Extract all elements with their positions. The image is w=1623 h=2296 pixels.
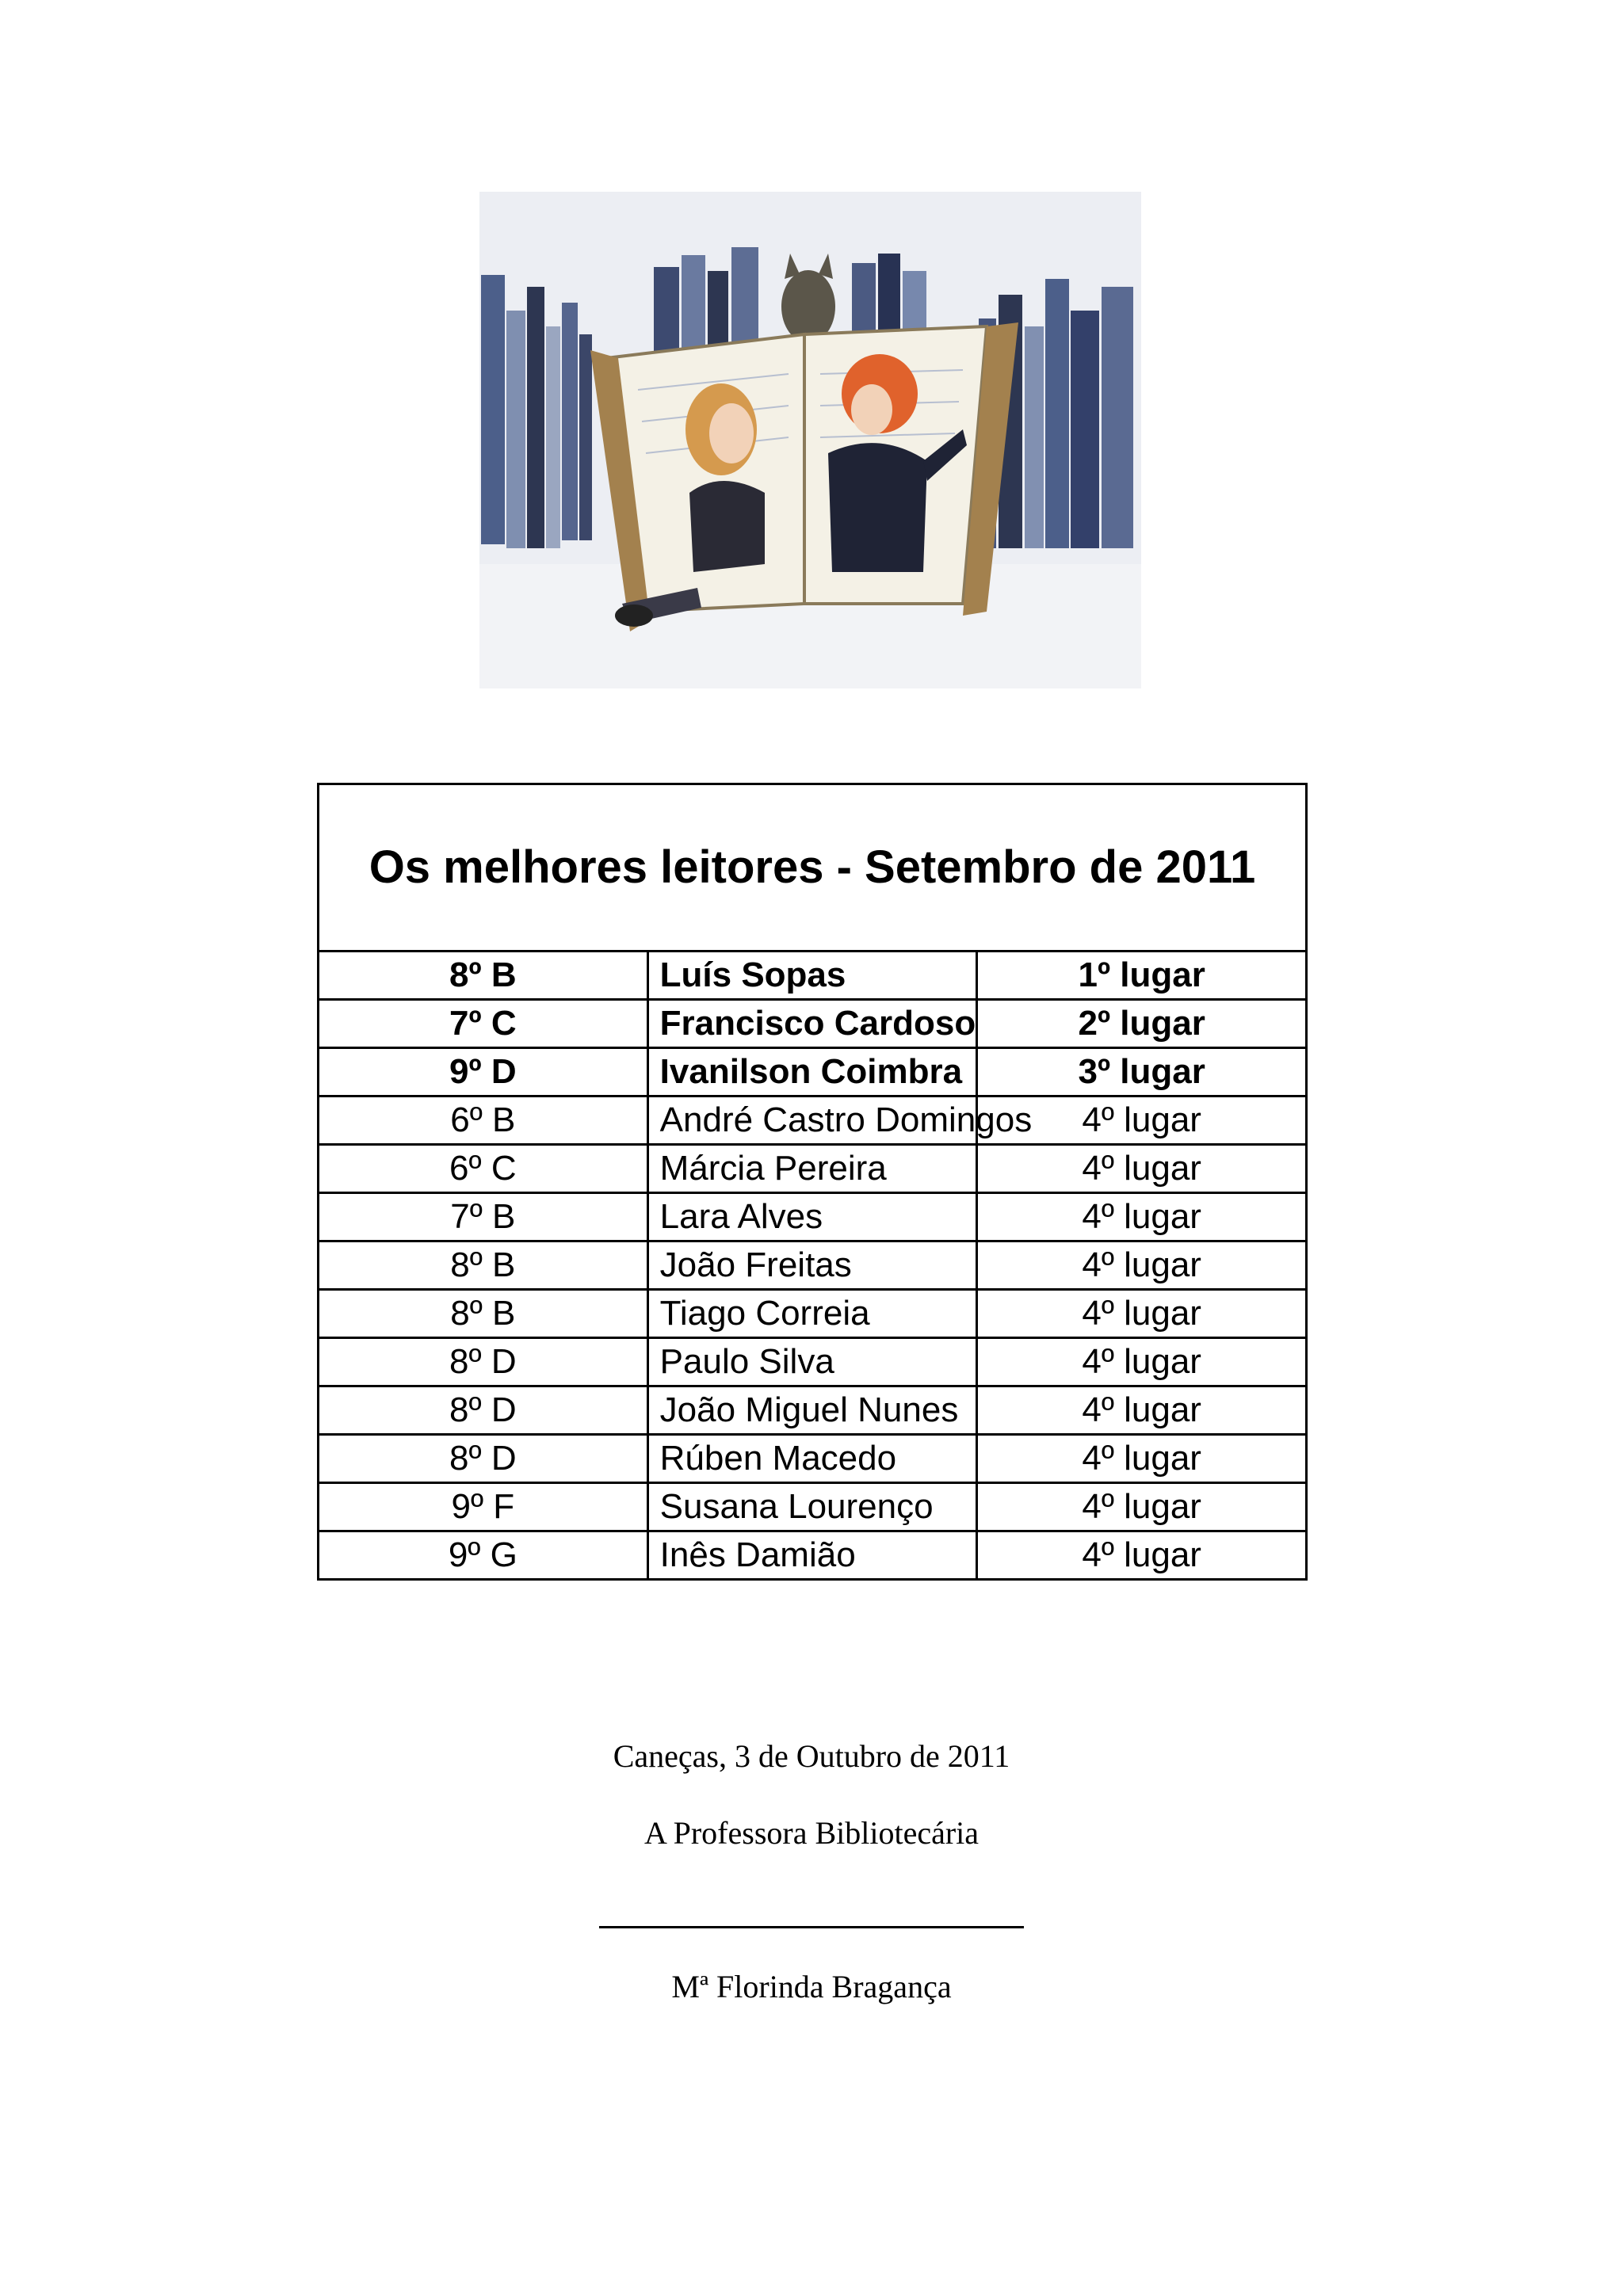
class-cell: 8º D (319, 1386, 648, 1435)
name-cell: Luís Sopas (647, 952, 977, 1000)
table-row (319, 1531, 1307, 1580)
name-cell: João Freitas (647, 1241, 977, 1290)
table-row (319, 1000, 1307, 1048)
table-row (319, 1048, 1307, 1097)
table-row (319, 1241, 1307, 1290)
name-cell: João Miguel Nunes (647, 1386, 977, 1435)
name-cell: Rúben Macedo (647, 1435, 977, 1483)
class-cell: 8º D (319, 1338, 648, 1386)
place-cell: 3º lugar (977, 1048, 1307, 1097)
class-cell: 8º B (319, 952, 648, 1000)
name-cell: Paulo Silva (647, 1338, 977, 1386)
table-row (319, 1145, 1307, 1193)
table-row (319, 1435, 1307, 1483)
signatory-name: Mª Florinda Bragança (671, 1969, 952, 2004)
table-row (319, 1193, 1307, 1241)
name-cell: André Castro Domingos (647, 1097, 977, 1145)
table-row (319, 1483, 1307, 1531)
class-cell: 6º C (319, 1145, 648, 1193)
class-cell: 7º B (319, 1193, 648, 1241)
class-cell: 9º F (319, 1483, 648, 1531)
table-row (319, 1386, 1307, 1435)
class-cell: 8º B (319, 1290, 648, 1338)
name-cell: Márcia Pereira (647, 1145, 977, 1193)
class-cell: 9º G (319, 1531, 648, 1580)
place-cell: 4º lugar (977, 1338, 1307, 1386)
table-row (319, 1290, 1307, 1338)
table-row (319, 952, 1307, 1000)
class-cell: 7º C (319, 1000, 648, 1048)
place-cell: 4º lugar (977, 1290, 1307, 1338)
name-cell: Francisco Cardoso (647, 1000, 977, 1048)
place-cell: 2º lugar (977, 1000, 1307, 1048)
place-cell: 1º lugar (977, 952, 1307, 1000)
name-cell: Lara Alves (647, 1193, 977, 1241)
signature-role: A Professora Bibliotecária (643, 1815, 980, 1851)
table-title-row (319, 784, 1307, 952)
children-reading-books-illustration (479, 192, 1141, 688)
class-cell: 9º D (319, 1048, 648, 1097)
place-cell: 4º lugar (977, 1435, 1307, 1483)
name-cell: Inês Damião (647, 1531, 977, 1580)
place-cell: 4º lugar (977, 1241, 1307, 1290)
table-row (319, 1338, 1307, 1386)
name-cell: Ivanilson Coimbra (647, 1048, 977, 1097)
place-cell: 4º lugar (977, 1483, 1307, 1531)
readers-ranking-table (317, 783, 1308, 1581)
name-cell: Susana Lourenço (647, 1483, 977, 1531)
class-cell: 8º D (319, 1435, 648, 1483)
ranking-rows (319, 952, 1307, 1580)
place-cell: 4º lugar (977, 1531, 1307, 1580)
place-cell: 4º lugar (977, 1097, 1307, 1145)
class-cell: 6º B (319, 1097, 648, 1145)
place-cell: 4º lugar (977, 1145, 1307, 1193)
place-cell: 4º lugar (977, 1193, 1307, 1241)
place-cell: 4º lugar (977, 1386, 1307, 1435)
signature-line (599, 1926, 1024, 1928)
name-cell: Tiago Correia (647, 1290, 977, 1338)
page-title: Os melhores leitores - Setembro de 2011 (319, 784, 1307, 952)
place-date: Caneças, 3 de Outubro de 2011 (613, 1738, 1010, 1774)
table-row (319, 1097, 1307, 1145)
class-cell: 8º B (319, 1241, 648, 1290)
